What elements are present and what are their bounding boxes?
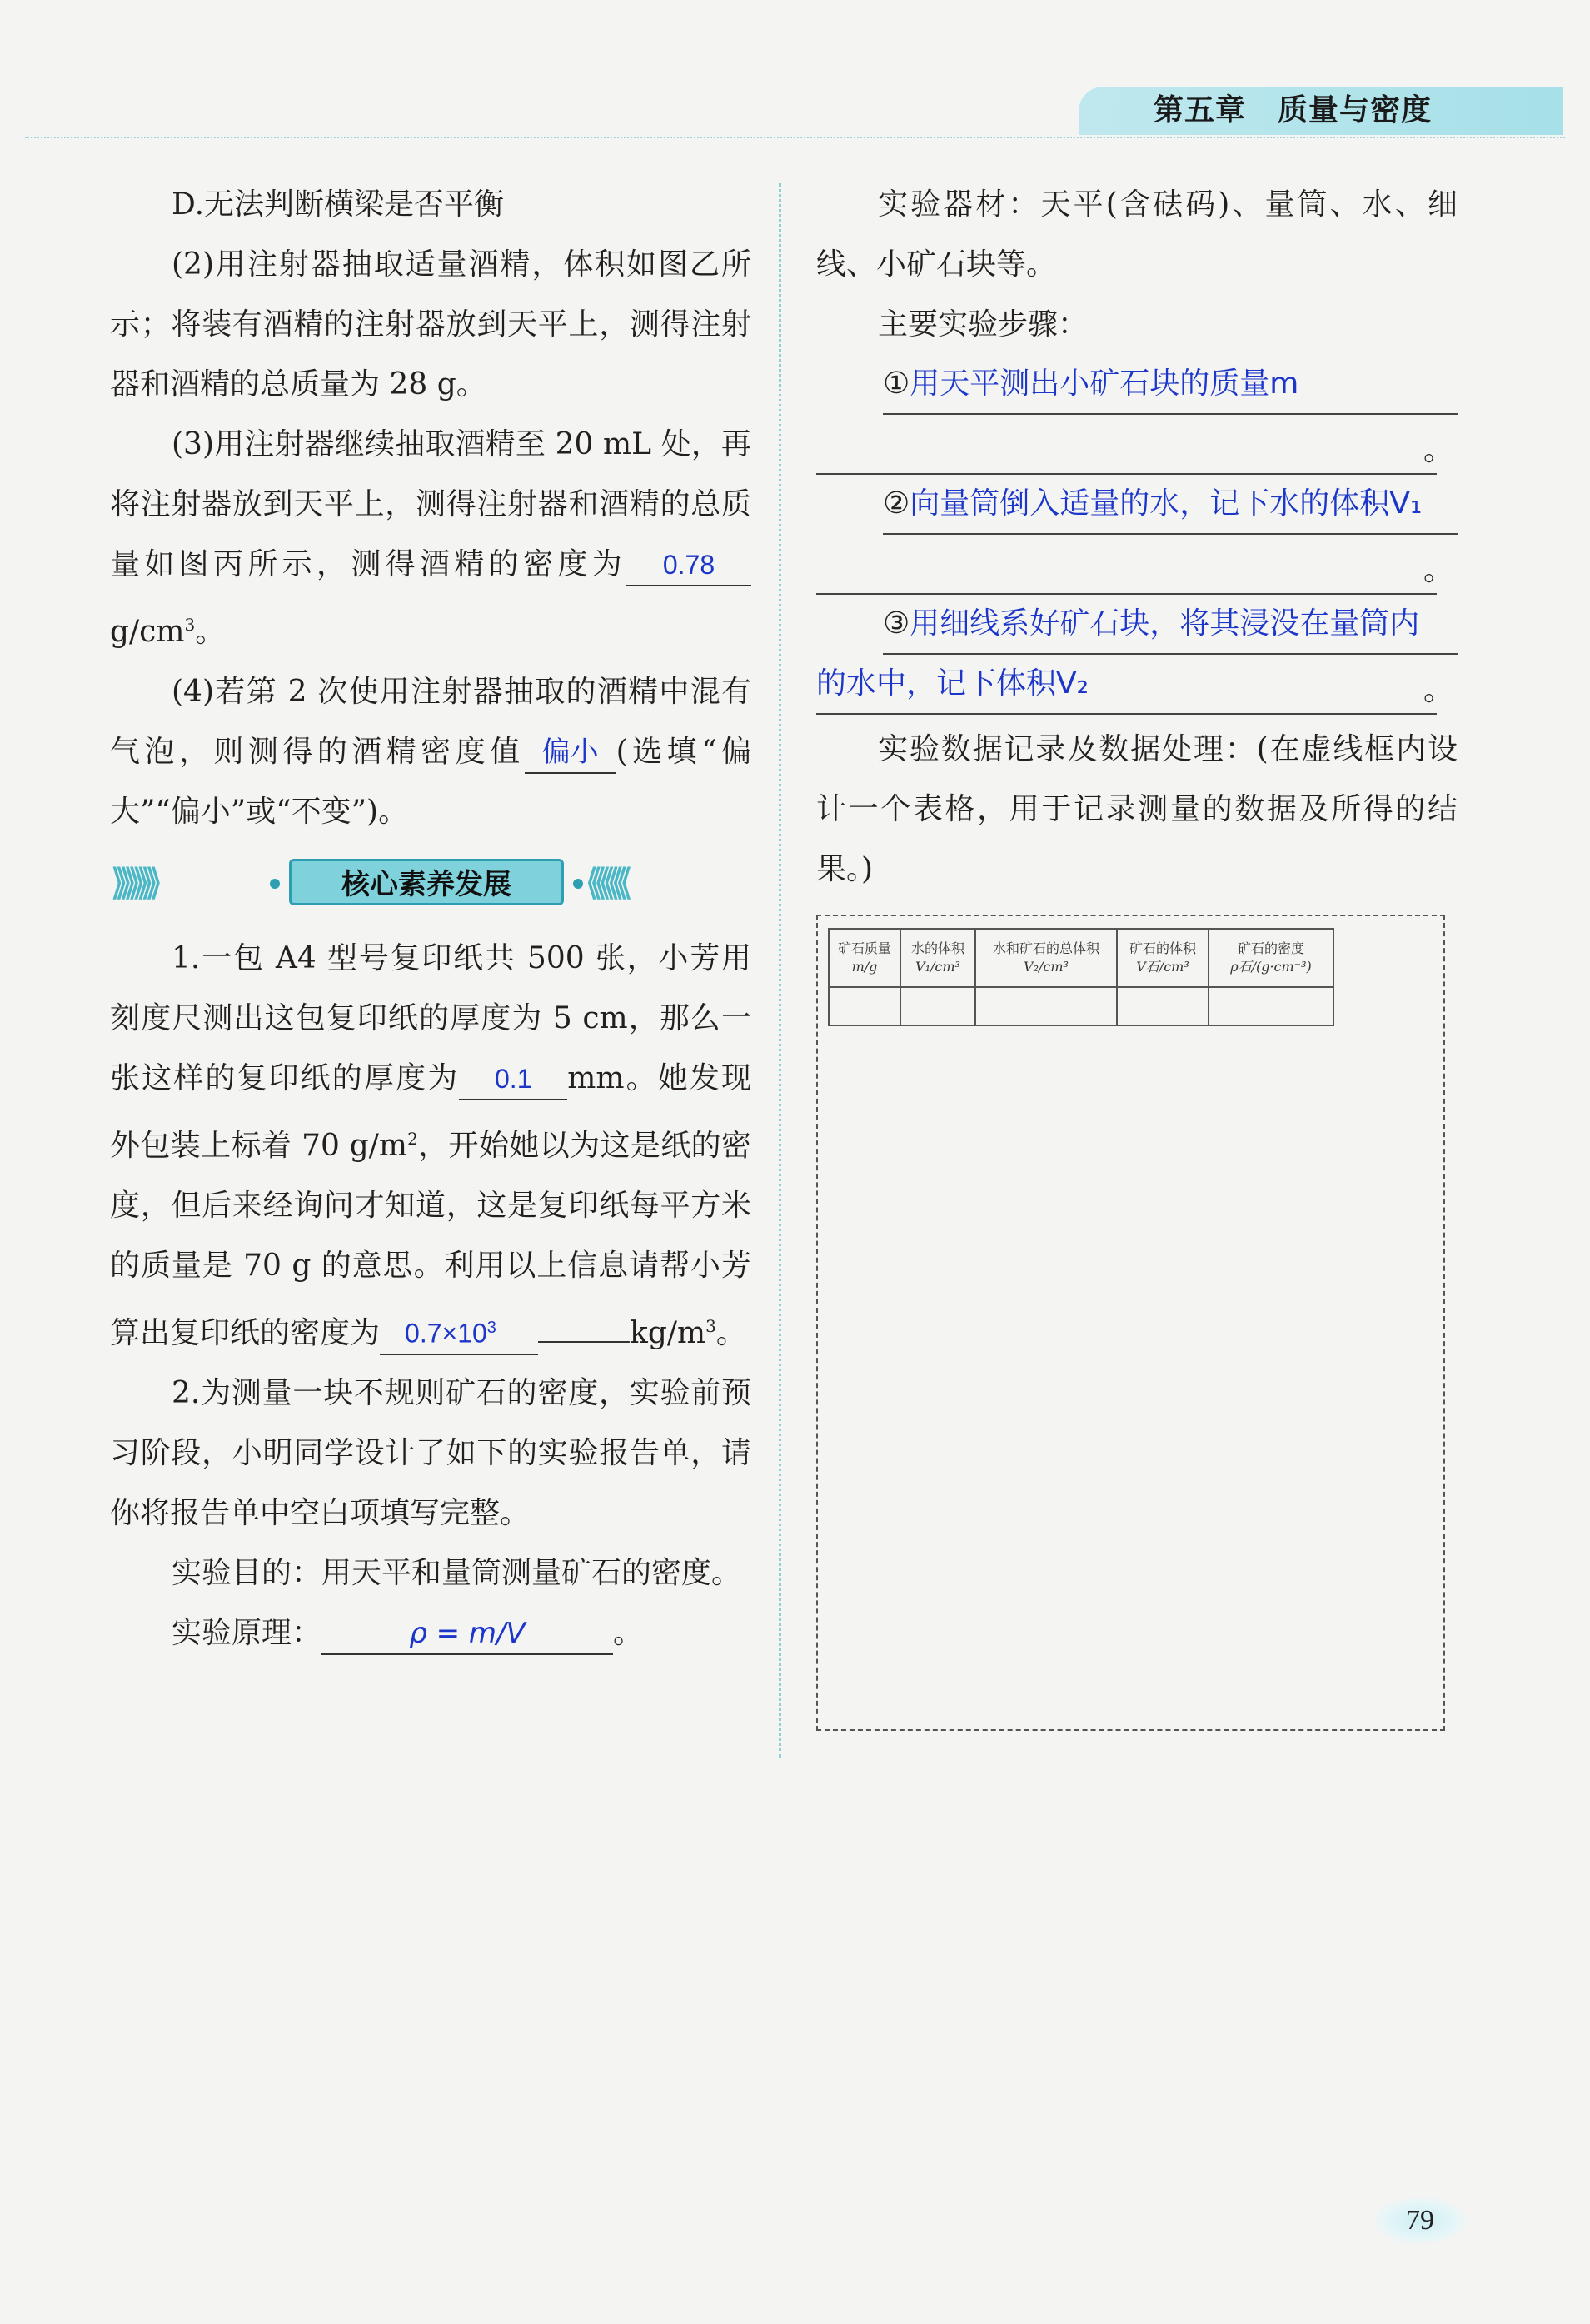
sentence-end: 。 bbox=[195, 615, 226, 649]
density-unit-exp: 3 bbox=[184, 615, 196, 635]
sentence-end: 。 bbox=[1423, 673, 1453, 707]
chevron-right-decoration: ⟨⟨⟨⟨⟨⟨⟨⟨⟨ bbox=[585, 861, 624, 904]
page-number: 79 bbox=[1374, 2197, 1466, 2244]
answer-blank-principle[interactable]: ρ = m/V bbox=[321, 1613, 613, 1655]
problem-2-text: 2.为测量一块不规则矿石的密度，实验前预习阶段，小明同学设计了如下的实验报告单，请你将报告单中空白项填写完整。 bbox=[110, 1376, 751, 1530]
step-1-number: ① bbox=[883, 367, 910, 401]
answer-blank-thickness[interactable]: 0.1 bbox=[459, 1059, 567, 1100]
sentence-end: 。 bbox=[613, 1616, 644, 1650]
problem-1-text: 1.一包 A4 型号复印纸共 500 张，小芳用刻度尺测出这包复印纸的厚度为 5 cm，那么一张这样的复印纸的厚度为 bbox=[110, 941, 751, 1095]
header-label: 矿石的密度 bbox=[1237, 940, 1304, 956]
record-instructions: 实验数据记录及数据处理：(在虚线框内设计一个表格，用于记录测量的数据及所得的结果。) bbox=[816, 732, 1458, 886]
problem-1-text-2: mm。她发现外包装上标着 70 g/m bbox=[110, 1061, 751, 1163]
step-1-line[interactable] bbox=[883, 355, 1458, 415]
chapter-number: 第五章 bbox=[1154, 93, 1247, 127]
banner-dot bbox=[573, 879, 583, 889]
sentence-end: 。 bbox=[715, 1316, 746, 1350]
table-row bbox=[829, 987, 1333, 1025]
step-1-answer: 用天平测出小矿石块的质量m bbox=[910, 367, 1299, 401]
table-header-cell bbox=[829, 929, 900, 987]
header-unit: ρ石/(g·cm⁻³) bbox=[1230, 959, 1312, 975]
principle-label: 实验原理： bbox=[172, 1616, 322, 1650]
header-label: 水和矿石的总体积 bbox=[992, 940, 1099, 956]
header-label: 矿石的体积 bbox=[1129, 940, 1196, 956]
problem-1-text-3: ，开始她以为这是纸的密度，但后来经询问才知道，这是复印纸每平方米的质量是 70 g 的意思。利用以上信息请帮小芳算出复印纸的密度为 bbox=[110, 1129, 751, 1350]
answer-paper-density: 0.7×10 bbox=[405, 1319, 487, 1349]
answer-blank-continued bbox=[538, 1341, 630, 1343]
table-design-box bbox=[816, 915, 1445, 1731]
unit-exp: 2 bbox=[407, 1129, 418, 1149]
column-divider bbox=[779, 183, 781, 1758]
data-record-table bbox=[828, 928, 1334, 1026]
chapter-title: 质量与密度 bbox=[1278, 93, 1433, 127]
answer-exp: 3 bbox=[486, 1319, 496, 1338]
problem-1 bbox=[110, 929, 751, 1364]
header-unit: m/g bbox=[851, 959, 878, 975]
table-cell[interactable] bbox=[1209, 987, 1333, 1025]
density-unit: g/cm bbox=[110, 615, 185, 649]
step-1-line-2[interactable] bbox=[816, 415, 1453, 475]
header-label: 矿石质量 bbox=[837, 940, 891, 956]
steps-label: 主要实验步骤： bbox=[878, 307, 1089, 342]
right-column bbox=[816, 175, 1458, 900]
table-header-cell bbox=[975, 929, 1117, 987]
answer-blank-density[interactable]: 0.78 bbox=[626, 545, 751, 586]
chapter-header bbox=[1079, 87, 1563, 135]
step-2-line-2[interactable] bbox=[816, 535, 1453, 595]
step-3-line[interactable] bbox=[883, 595, 1458, 655]
question-3-text: (3)用注射器继续抽取酒精至 20 mL 处，再将注射器放到天平上，测得注射器和酒精的总质量如图丙所示，测得酒精的密度为 bbox=[110, 427, 751, 581]
left-column bbox=[110, 175, 751, 1663]
step-3-number: ③ bbox=[883, 606, 910, 641]
question-2-text: (2)用注射器抽取适量酒精，体积如图乙所示；将装有酒精的注射器放到天平上，测得注射器和酒精的总质量为 28 g。 bbox=[110, 247, 751, 401]
step-2-line[interactable] bbox=[883, 475, 1458, 535]
experiment-equipment: 实验器材：天平(含砝码)、量筒、水、细线、小矿石块等。 bbox=[816, 187, 1458, 282]
option-d: D.无法判断横梁是否平衡 bbox=[172, 187, 505, 222]
table-cell[interactable] bbox=[829, 987, 900, 1025]
section-title: 核心素养发展 bbox=[289, 859, 564, 905]
table-cell[interactable] bbox=[975, 987, 1117, 1025]
experiment-purpose: 实验目的：用天平和量筒测量矿石的密度。 bbox=[172, 1556, 742, 1590]
step-3-line-2[interactable] bbox=[816, 655, 1453, 715]
table-cell[interactable] bbox=[900, 987, 975, 1025]
step-2-answer: 向量筒倒入适量的水，记下水的体积V₁ bbox=[910, 486, 1423, 521]
table-cell[interactable] bbox=[1117, 987, 1209, 1025]
table-header-cell bbox=[1209, 929, 1333, 987]
chevron-left-decoration: ⟩⟩⟩⟩⟩⟩⟩⟩⟩⟩ bbox=[110, 861, 153, 904]
section-banner bbox=[110, 850, 751, 917]
step-2-number: ② bbox=[883, 486, 910, 521]
table-header-cell bbox=[1117, 929, 1209, 987]
table-header-cell bbox=[900, 929, 975, 987]
header-unit: V₂/cm³ bbox=[1024, 959, 1069, 975]
paper-density-unit: kg/m bbox=[630, 1316, 706, 1350]
header-rule bbox=[25, 137, 1565, 138]
answer-blank-paper-density[interactable] bbox=[380, 1308, 538, 1355]
experiment-principle bbox=[110, 1603, 751, 1663]
step-3-answer-2: 的水中，记下体积V₂ bbox=[816, 666, 1089, 701]
sentence-end: 。 bbox=[1423, 433, 1453, 467]
question-3 bbox=[110, 415, 751, 662]
question-4-text: (4)若第 2 次使用注射器抽取的酒精中混有气泡，则测得的酒精密度值 bbox=[110, 675, 751, 769]
sentence-end: 。 bbox=[1423, 553, 1453, 587]
header-unit: V石/cm³ bbox=[1136, 959, 1189, 975]
answer-blank-bubble[interactable]: 偏小 bbox=[525, 732, 616, 774]
header-label: 水的体积 bbox=[910, 940, 964, 956]
unit-exp: 3 bbox=[705, 1316, 716, 1336]
header-unit: V₁/cm³ bbox=[915, 959, 960, 975]
question-4-hint: (选填“偏大”“偏小”或“不变”)。 bbox=[110, 735, 751, 829]
step-3-answer: 用细线系好矿石块，将其浸没在量筒内 bbox=[910, 606, 1420, 641]
table-header-row bbox=[829, 929, 1333, 987]
banner-dot bbox=[270, 879, 280, 889]
question-4 bbox=[110, 662, 751, 842]
